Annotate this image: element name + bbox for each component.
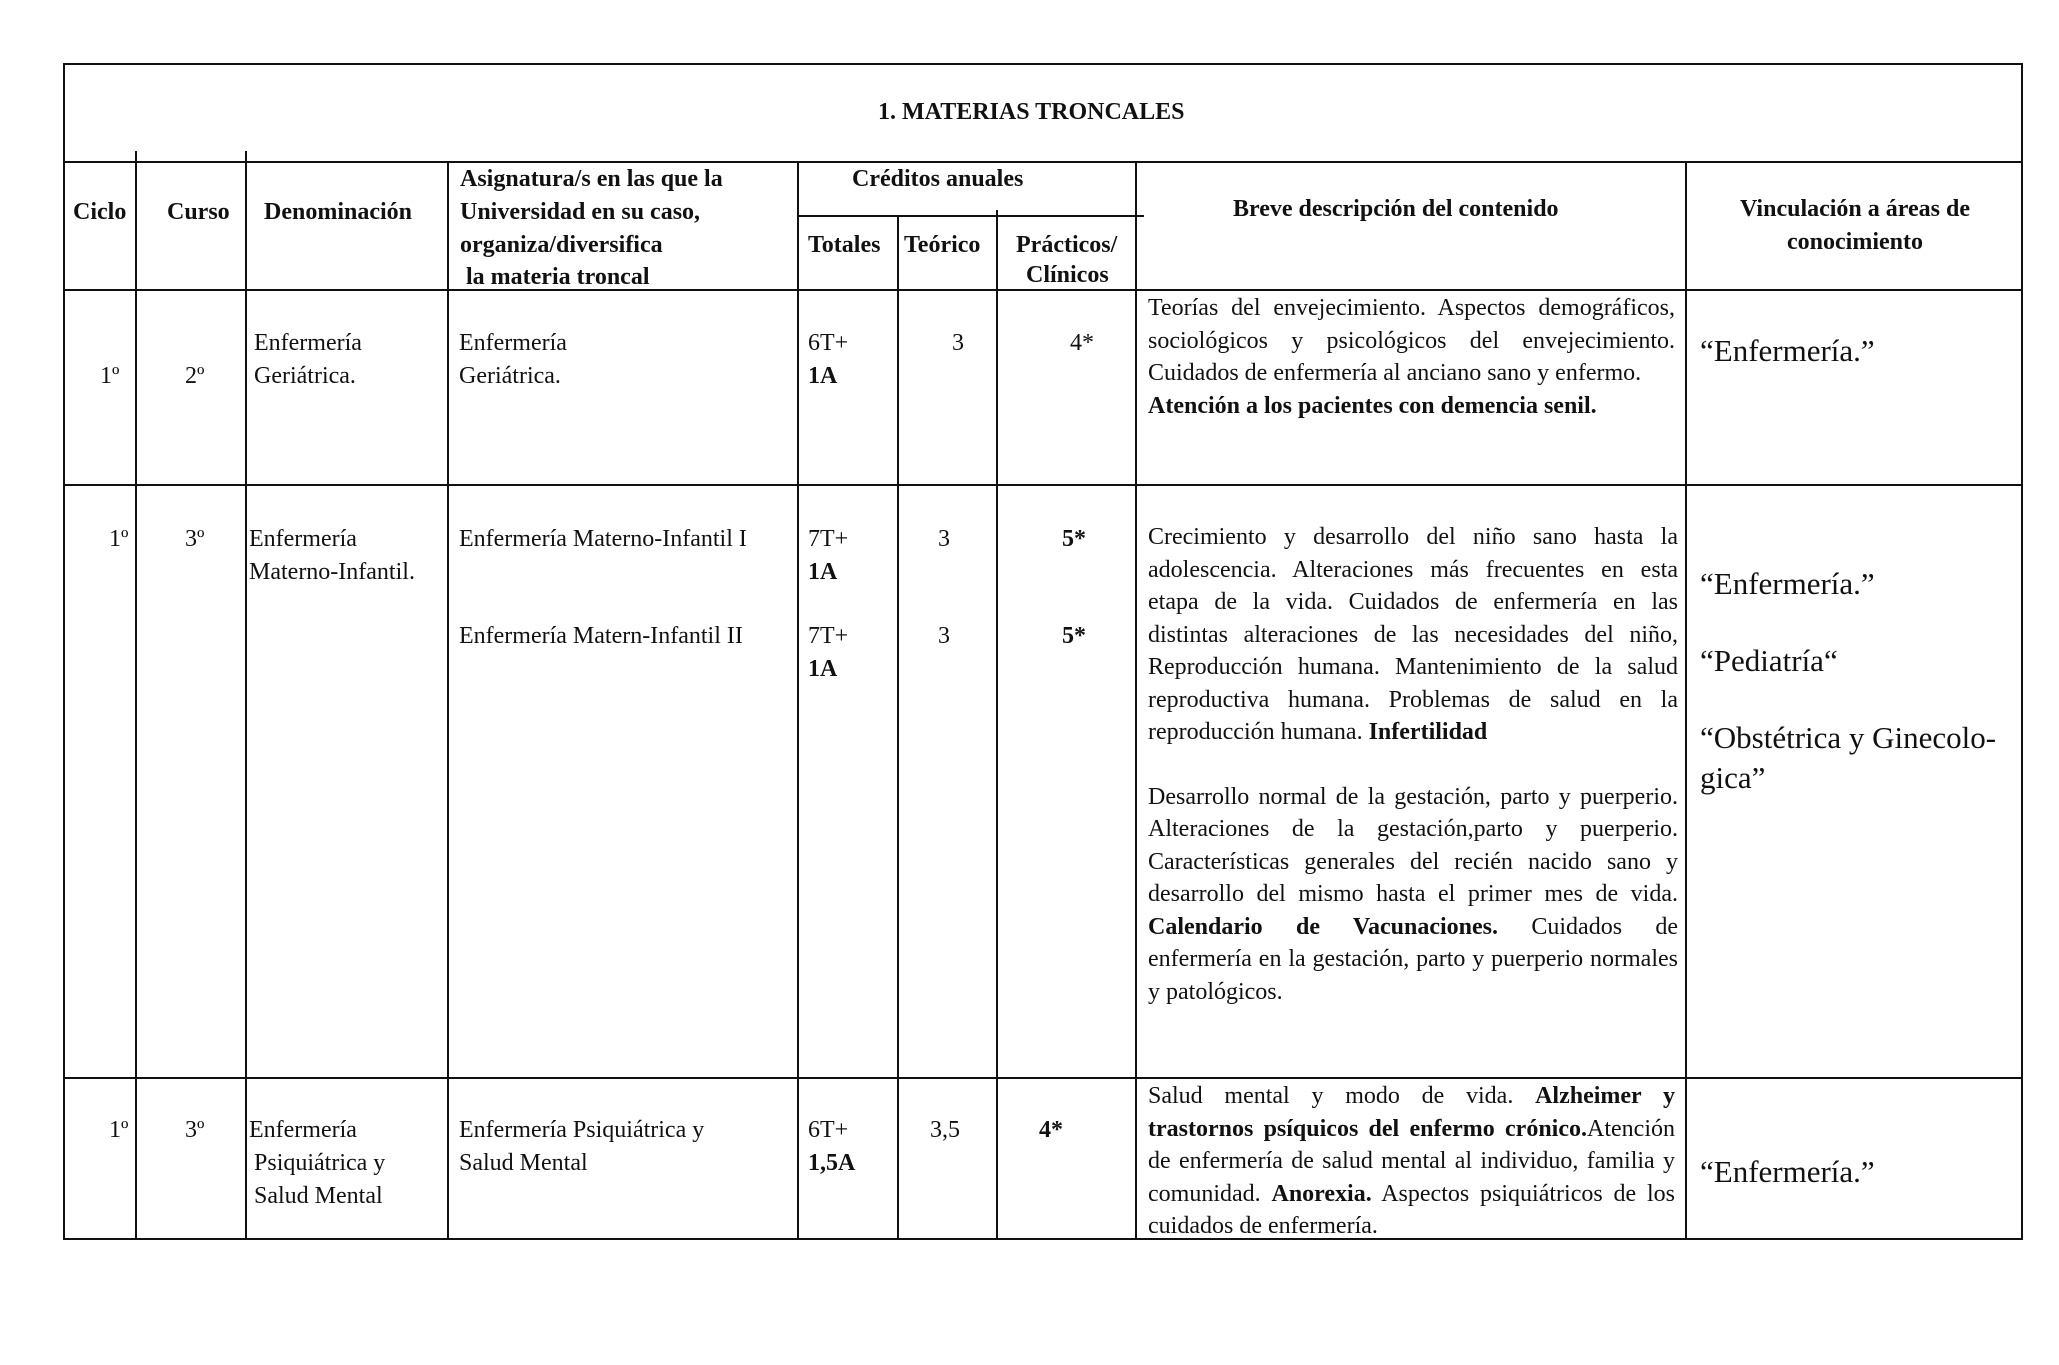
row3-asignatura-line1: Enfermería Psiquiátrica y xyxy=(459,1117,705,1143)
row3-practicos: 4* xyxy=(1039,1117,1063,1143)
row2-asignatura1-teoricos: 3 xyxy=(938,526,950,552)
row3-totales-line2: 1,5A xyxy=(808,1150,856,1176)
row2-descripcion-p1-text: Crecimiento y desarrollo del niño sano hasta la adolescencia. Alteraciones más frecuentes en esta etapa de la vida. Cuidados de enfermería en las distintas alteraciones de las necesidades del niño, Reproducción humana. Mantenimiento de la salud reproductiva humana. Problemas de salud en la reproducción humana. xyxy=(1148,524,1678,745)
row2-descripcion-p2-bold: Calendario de Vacunaciones. xyxy=(1148,913,1499,940)
col-divider-asignatura xyxy=(797,161,799,1240)
row-divider-2 xyxy=(63,1077,2023,1079)
row1-descripcion xyxy=(1148,292,1675,422)
row3-totales-line1: 6T+ xyxy=(808,1117,849,1143)
row1-totales-line2: 1A xyxy=(808,363,838,389)
row1-descripcion-bold: Atención a los pacientes con demencia senil. xyxy=(1148,392,1597,419)
col-divider-totales xyxy=(897,215,899,1240)
header-practicos-line2: Clínicos xyxy=(1026,262,1109,288)
row3-denominacion-line3: Salud Mental xyxy=(254,1183,383,1209)
row2-descripcion-p2-text-a: Desarrollo normal de la gestación, parto y puerperio. Alteraciones de la gestación,parto y puerperio. Características generales del recién nacido sano y desarrollo del mismo hasta el primer mes de vida. xyxy=(1148,783,1678,907)
row2-denominacion-line2: Materno-Infantil. xyxy=(249,559,415,585)
row-divider-1 xyxy=(63,484,2023,486)
row3-denominacion-line2: Psiquiátrica y xyxy=(254,1150,386,1176)
header-totales: Totales xyxy=(808,232,881,258)
row1-totales-line1: 6T+ xyxy=(808,330,849,356)
row2-ciclo: 1º xyxy=(109,526,129,552)
row3-descripcion xyxy=(1148,1080,1675,1243)
row2-asignatura2-totales-line1: 7T+ xyxy=(808,623,849,649)
header-practicos-line1: Prácticos/ xyxy=(1016,232,1118,258)
row3-denominacion-line1: Enfermería xyxy=(249,1117,357,1143)
row1-denominacion-line2: Geriátrica. xyxy=(254,363,356,389)
header-asignatura-line3: organiza/diversifica xyxy=(460,232,663,258)
row3-descripcion-text-a: Salud mental y modo de vida. xyxy=(1148,1083,1514,1109)
row2-descripcion-p2-text-b: Cuidados de enfermería en la gestación, parto y puerperio normales y patológicos. xyxy=(1148,913,1679,1005)
header-denominacion: Denominación xyxy=(264,199,413,225)
header-asignatura-line2: Universidad en su caso, xyxy=(460,199,701,225)
row1-teoricos: 3 xyxy=(952,330,964,356)
row2-asignatura1-totales-line2: 1A xyxy=(808,559,838,585)
row3-asignatura-line2: Salud Mental xyxy=(459,1150,588,1176)
row1-practicos: 4* xyxy=(1070,330,1094,356)
row2-curso: 3º xyxy=(185,526,205,552)
row2-vinculacion-pediatria: “Pediatría“ xyxy=(1700,643,1838,678)
header-creditos-anuales: Créditos anuales xyxy=(852,166,1024,192)
row2-asignatura2-totales-line2: 1A xyxy=(808,656,838,682)
row3-ciclo: 1º xyxy=(109,1117,129,1143)
row2-asignatura2-practicos: 5* xyxy=(1062,623,1086,649)
row1-curso: 2º xyxy=(185,363,205,389)
row2-asignatura2-teoricos: 3 xyxy=(938,623,950,649)
row2-asignatura1-totales-line1: 7T+ xyxy=(808,526,849,552)
row3-descripcion-bold-a: Alzheimer y trastornos psíquicos del enfermo crónico. xyxy=(1148,1083,1676,1142)
row1-asignatura-line1: Enfermería xyxy=(459,330,567,356)
header-curso: Curso xyxy=(167,199,230,225)
row2-descripcion xyxy=(1148,521,1678,1008)
header-vinculacion-line1: Vinculación a áreas de xyxy=(1739,196,1970,222)
header-teoricos: Teórico xyxy=(904,232,981,258)
row2-descripcion-p1-bold: Infertilidad xyxy=(1368,719,1488,745)
row3-descripcion-text-b: Atención de enfermería de salud mental al individuo, familia y comunidad. xyxy=(1148,1115,1675,1207)
row1-asignatura-line2: Geriátrica. xyxy=(459,363,561,389)
header-asignatura-line4: la materia troncal xyxy=(466,264,650,290)
col-divider-teoricos xyxy=(996,210,998,1240)
header-descripcion: Breve descripción del contenido xyxy=(1233,196,1559,222)
header-vinculacion-line2: conocimiento xyxy=(1787,229,1923,255)
row2-vinculacion-obstetrica: “Obstétrica y Ginecolo-gica” xyxy=(1700,720,1997,795)
row1-descripcion-text: Teorías del envejecimiento. Aspectos demográficos, sociológicos y psicológicos del envejecimiento. Cuidados de enfermería al anciano sano y enfermo. xyxy=(1148,295,1675,386)
row3-curso: 3º xyxy=(185,1117,205,1143)
col-divider-denominacion xyxy=(447,161,449,1240)
header-asignatura-line1: Asignatura/s en las que la xyxy=(460,166,723,192)
title-divider xyxy=(63,161,2023,163)
table-title: 1. MATERIAS TRONCALES xyxy=(878,99,1185,125)
row1-vinculacion: “Enfermería.” xyxy=(1700,333,1875,368)
row2-asignatura1: Enfermería Materno-Infantil I xyxy=(459,526,747,552)
credits-subheader-divider xyxy=(797,215,1144,217)
col-divider-descripcion xyxy=(1685,161,1687,1240)
row1-ciclo: 1º xyxy=(100,363,120,389)
row2-denominacion-line1: Enfermería xyxy=(249,526,357,552)
row3-descripcion-bold-b: Anorexia. xyxy=(1271,1180,1372,1207)
col-divider-practicos xyxy=(1135,161,1137,1240)
header-ciclo: Ciclo xyxy=(73,199,127,225)
row2-asignatura2: Enfermería Matern-Infantil II xyxy=(459,623,743,649)
col-divider-ciclo xyxy=(135,151,137,1240)
row3-vinculacion: “Enfermería.” xyxy=(1700,1154,1875,1189)
row2-vinculacion-enfermeria: “Enfermería.” xyxy=(1700,566,1875,601)
row3-teoricos: 3,5 xyxy=(930,1117,960,1143)
row3-descripcion-text-c: Aspectos psiquiátricos de los cuidados de enfermería. xyxy=(1148,1180,1676,1239)
row2-asignatura1-practicos: 5* xyxy=(1062,526,1086,552)
row1-denominacion-line1: Enfermería xyxy=(254,330,362,356)
col-divider-curso xyxy=(245,151,247,1240)
